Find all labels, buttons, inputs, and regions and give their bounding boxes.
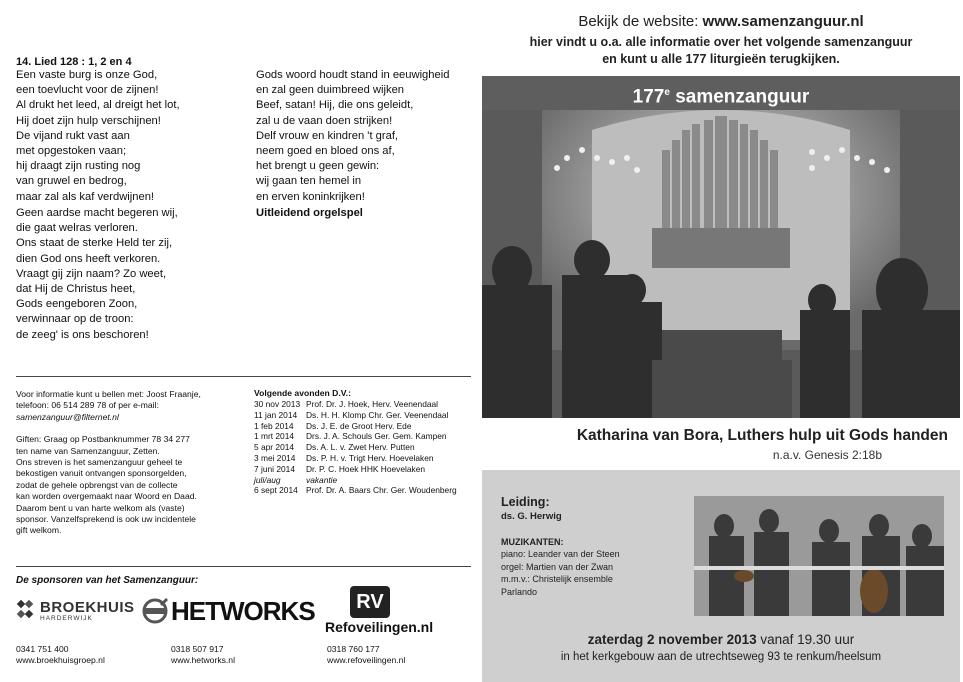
sponsor-1-url[interactable]: www.broekhuisgroep.nl [16,655,105,666]
broekhuis-mark-icon [16,598,38,624]
sponsor-1-contact [16,644,105,667]
schedule-desc: Ds. J. E. de Groot Herv. Ede [306,420,412,431]
schedule-desc: Ds. A. L. v. Zwet Herv. Putten [306,442,415,453]
info-line: telefoon: 06 514 289 78 of per e-mail: [16,400,159,411]
website-prefix: Bekijk de website: [578,13,703,30]
musician-line: piano: Leander van der Steen [501,549,620,560]
schedule-date: 30 nov 2013 [254,399,301,409]
schedule-date: 1 mrt 2014 [254,431,295,442]
schedule-desc: Dr. P. C. Hoek HHK Hoevelaken [306,463,426,474]
schedule-desc: Drs. J. A. Schouls Ger. Gem. Kampen [306,431,447,442]
lyric-line: maar zal als kaf verdwijnen! [16,190,155,203]
lyric-line: Delf vrouw en kindren 't graf, [256,129,399,142]
website-line-1 [482,13,960,30]
lyric-line: Gods woord houdt stand in eeuwigheid [256,69,450,81]
website-url[interactable]: www.samenzanguur.nl [702,13,864,30]
sponsor-3-contact [327,644,405,667]
lyric-line: dat Hij de Christus heet, [16,283,136,296]
schedule-row [254,399,472,410]
event-date [482,632,960,647]
lyric-line: neem goed en bloed ons af, [256,145,395,158]
schedule-date: 5 apr 2014 [254,442,295,453]
hymn-title: 14. Lied 128 : 1, 2 en 4 [16,56,132,68]
gift-line: gift welkom. [16,525,62,536]
schedule-row [254,421,472,432]
schedule-date: 7 juni 2014 [254,463,295,474]
info-line: Voor informatie kunt u bellen met: Joost Fraanje, [16,389,201,399]
sponsor-1-phone: 0341 751 400 [16,644,69,654]
refoveilingen-logo: Refoveilingen.nl [325,619,434,635]
lyric-line: De vijand rukt vast aan [16,129,130,142]
schedule [254,388,472,496]
sponsor-2-url[interactable]: www.hetworks.nl [171,655,235,666]
rv-badge-icon: RV [350,586,390,618]
schedule-row [254,442,472,453]
broekhuis-sub: HARDERWIJK [40,615,93,622]
musician-line: m.m.v.: Christelijk ensemble [501,574,613,585]
leiding-name: ds. G. Herwig [501,511,562,522]
sponsor-3-url[interactable]: www.refoveilingen.nl [327,655,406,666]
musicians-label: MUZIKANTEN: [501,537,564,547]
schedule-row [254,485,472,496]
musicians-block [501,536,620,598]
schedule-desc: Prof. Dr. A. Baars Chr. Ger. Woudenberg [306,485,457,496]
schedule-row [254,410,472,421]
closing-organ: Uitleidend orgelspel [256,207,363,219]
theme-subtitle: n.a.v. Genesis 2:18b [772,448,882,462]
gift-line: Daarom bent u van harte welkom als (vaste) [16,502,185,513]
ensemble-photo [694,496,944,616]
lyric-line: Hij doet zijn hulp verschijnen! [16,114,161,127]
lyric-line: zal u de vaan doen strijken! [256,114,393,127]
banner-sup: e [664,87,670,98]
musician-line: orgel: Martien van der Zwan [501,561,614,572]
church-photo [482,110,960,418]
event-location: in het kerkgebouw aan de utrechtseweg 93 te renkum/heelsum [560,651,882,663]
gift-line: kan worden overgemaakt naar Woord en Daad. [16,491,197,502]
broekhuis-logo [16,596,169,626]
lyric-line: de zeeg' is ons beschoren! [16,328,149,341]
divider-bottom [16,566,471,567]
schedule-desc: Ds. H. H. Klomp Chr. Ger. Veenendaal [306,409,449,420]
event-date-bold: zaterdag 2 november 2013 [587,632,757,647]
schedule-date: 3 mei 2014 [254,452,296,463]
lyric-line: Gods eengeboren Zoon, [16,298,138,311]
schedule-date: 6 sept 2014 [254,485,298,496]
ensemble-image [694,496,944,616]
schedule-desc: Ds. P. H. v. Trigt Herv. Hoevelaken [306,452,434,463]
schedule-row [254,464,472,475]
lyric-line: Ons staat de sterke Held ter zij, [16,237,173,250]
lyric-line: Al drukt het leed, al dreigt het lot, [16,99,180,112]
sponsors-title: De sponsoren van het Samenzanguur: [16,575,199,586]
gift-line: sponsor. Vanzelfsprekend is ook uw incidentele [16,514,196,525]
schedule-row [254,453,472,464]
broekhuis-name: BROEKHUIS [40,599,135,616]
musician-line: Parlando [501,586,538,597]
lyric-line: dien God ons heeft verkoren. [16,252,161,265]
info-block [16,389,246,537]
lyric-line: wij gaan ten hemel in [256,175,362,188]
website-line-3: en kunt u alle 177 liturgieën terugkijken. [602,52,840,66]
leiding-label: Leiding: [501,495,550,509]
schedule-date: 1 feb 2014 [254,420,294,431]
lyric-line: verwinnaar op de troon: [16,313,134,326]
gift-line: zodat de gehele opbrengst van de collecte [16,479,178,490]
edition-banner [482,76,960,110]
lyric-line: met opgestoken vaan; [16,145,127,158]
lyric-line: en zal geen duimbreed wijken [256,84,405,97]
schedule-row [254,475,472,486]
gift-line: ten name van Samenzanguur, Zetten. [16,445,160,456]
lyric-line: Beef, satan! Hij, die ons geleidt, [256,99,414,112]
website-line-2: hier vindt u o.a. alle informatie over het volgende samenzanguur [529,35,913,49]
sponsor-2-phone: 0318 507 917 [171,644,224,654]
gift-line: bekostigen vanuit ontvangen sponsorgelden, [16,468,187,479]
sponsor-3-phone: 0318 760 177 [327,644,380,654]
banner-number: 177 [632,86,665,108]
lyric-line: en erven koninkrijken! [256,190,365,203]
divider-top [16,376,471,377]
theme-title: Katharina van Bora, Luthers hulp uit Gods handen [576,427,948,444]
gift-line: Ons streven is het samenzanguur geheel te [16,457,183,468]
contact-email: samenzanguur@filternet.nl [16,411,119,422]
church-interior-image [482,110,960,418]
banner-text: samenzanguur [669,86,810,108]
schedule-desc: Prof. Dr. J. Hoek, Herv. Veenendaal [306,399,439,409]
lyric-line: het brengt u geen gewin: [256,160,380,173]
lyric-line: die gaat welras verloren. [16,222,138,235]
hymn-stanza-1 [16,68,180,205]
volvo-icon [141,597,169,625]
sponsor-2-contact [171,644,235,667]
schedule-date: 11 jan 2014 [254,409,298,420]
lyric-line: Een vaste burg is onze God, [16,69,158,81]
lyric-line: Vraagt gij zijn naam? Zo weet, [16,267,167,280]
lyric-line: een toevlucht voor de zijnen! [16,84,159,97]
gift-line: Giften: Graag op Postbanknummer 78 34 277 [16,434,190,445]
schedule-row [254,431,472,442]
event-date-time: vanaf 19.30 uur [756,632,855,647]
hymn-stanza-3 [256,68,449,205]
hymn-stanza-2 [16,206,178,343]
lyric-line: van gruwel en bedrog, [16,175,127,188]
lyric-line: hij draagt zijn rusting nog [16,160,141,173]
lyric-line: Geen aardse macht begeren wij, [16,207,178,219]
hetworks-logo: HETWORKS [171,596,315,626]
schedule-date: juli/aug [254,474,281,485]
schedule-desc: vakantie [306,474,338,485]
schedule-title: Volgende avonden D.V.: [254,388,351,398]
